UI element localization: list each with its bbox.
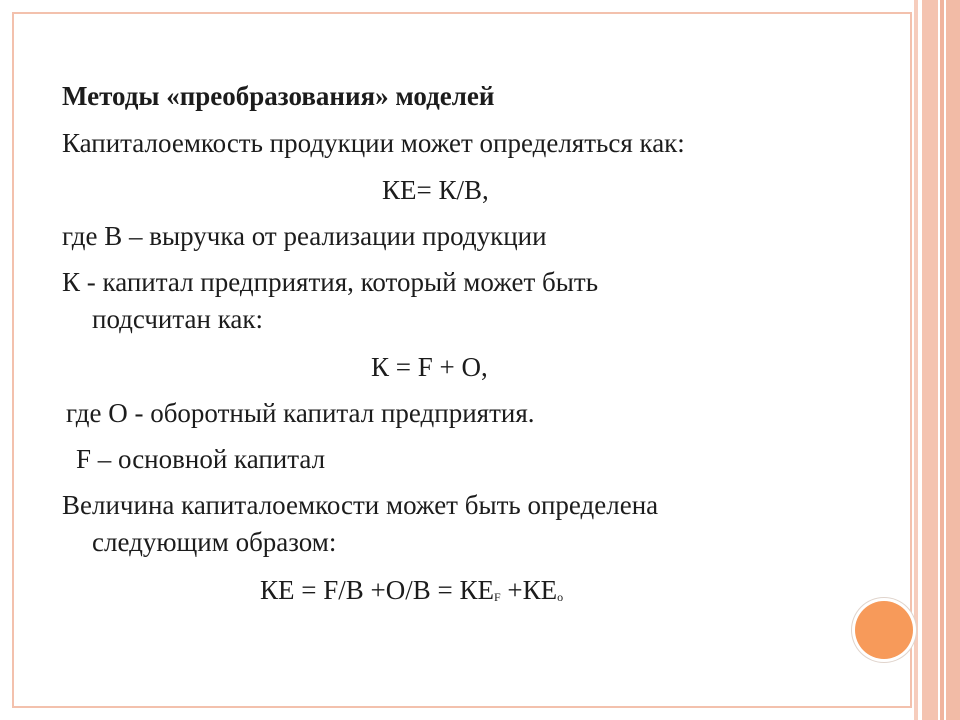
formula-ke: КЕ= К/В, xyxy=(382,175,489,205)
formula-ke-sum xyxy=(260,574,563,613)
stripe xyxy=(922,0,938,720)
formula-part: КЕ = F/B +O/B = КЕ xyxy=(260,575,494,605)
text-line: где О - оборотный капитал предприятия. xyxy=(66,398,535,428)
stripe xyxy=(946,0,960,720)
slide-title: Методы «преобразования» моделей xyxy=(62,81,495,111)
text-line: К - капитал предприятия, который может быть xyxy=(62,267,599,297)
stripe xyxy=(914,0,918,720)
text-line: Капиталоемкость продукции может определяться как: xyxy=(62,128,685,158)
formula-k: К = F + О, xyxy=(371,352,488,382)
formula-subscript-o: о xyxy=(557,590,564,604)
formula-part: +КЕ xyxy=(500,575,558,605)
decorative-stripes xyxy=(914,0,960,720)
formula-subscript-f: F xyxy=(493,590,501,604)
text-line: где В – выручка от реализации продукции xyxy=(62,221,547,251)
stripe xyxy=(940,0,944,720)
text-line: подсчитан как: xyxy=(92,304,264,334)
text-line: Величина капиталоемкости может быть определена xyxy=(62,490,659,520)
text-line: F – основной капитал xyxy=(76,444,326,474)
text-line: следующим образом: xyxy=(92,527,337,557)
